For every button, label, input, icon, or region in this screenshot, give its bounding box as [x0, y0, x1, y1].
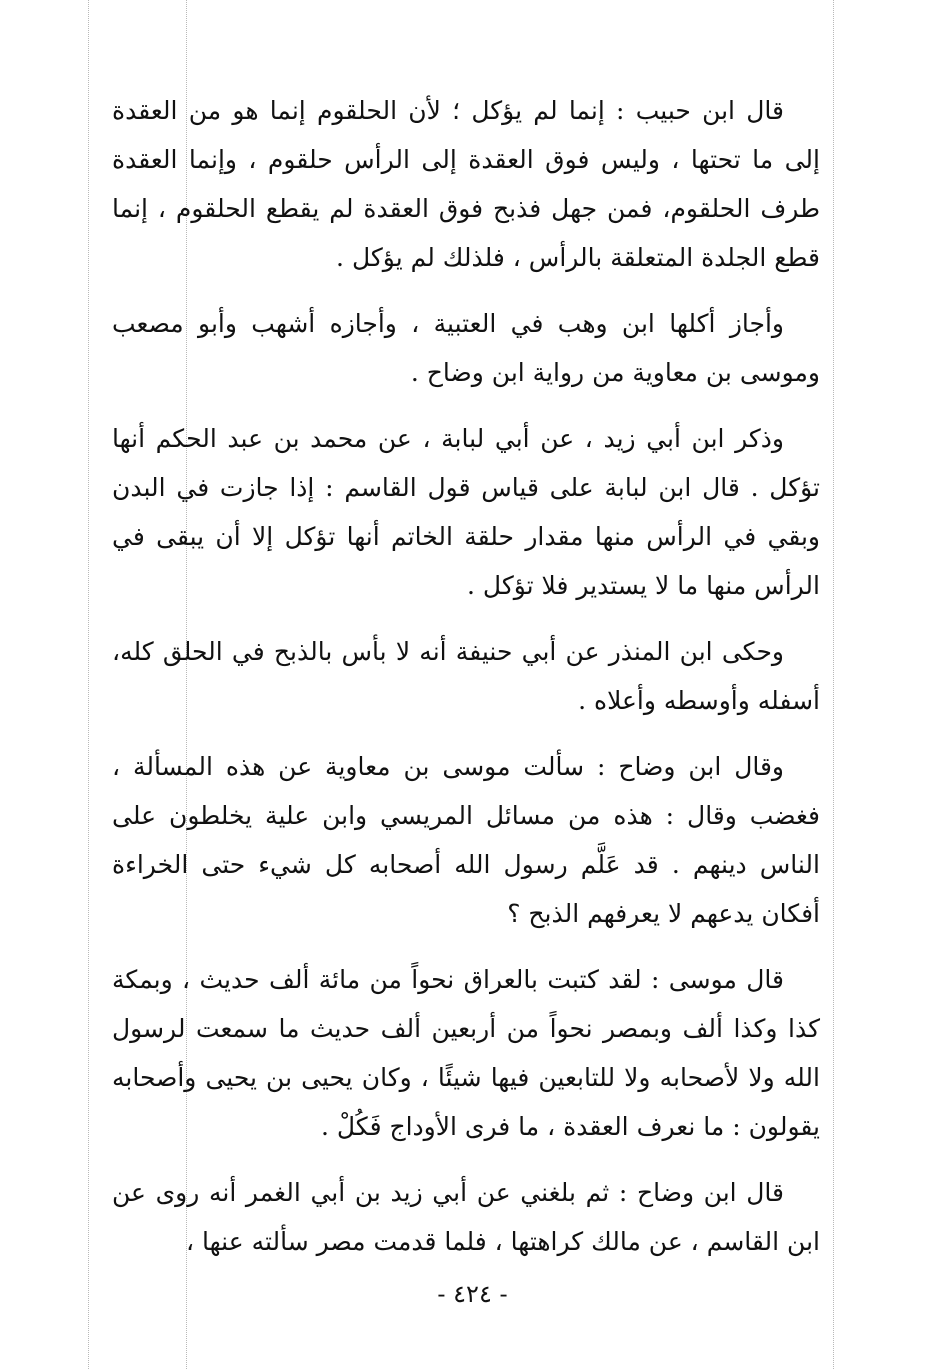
right-margin-guide	[833, 0, 834, 1369]
paragraph-6: قال موسى : لقد كتبت بالعراق نحواً من مائة ألف حديث ، وبمكة كذا وكذا ألف وبمصر نحواً من أربعين ألف حديث ما سمعت لرسول الله ولا لأصحابه ولا للتابعين فيها شيئًا ، وكان يحيى بن يحيى وأصحابه يقولون : ما نعرف العقدة ، ما فرى الأوداج فَكُلْ .	[112, 965, 820, 1141]
paragraph-3: وذكر ابن أبي زيد ، عن أبي لبابة ، عن محمد بن عبد الحكم أنها تؤكل . قال ابن لبابة على قياس قول القاسم : إذا جازت في البدن وبقي في الرأس منها مقدار حلقة الخاتم أنها تؤكل إلا أن يبقى في الرأس منها ما لا يستدير فلا تؤكل .	[112, 424, 820, 600]
paragraph-7: قال ابن وضاح : ثم بلغني عن أبي زيد بن أبي الغمر أنه روى عن ابن القاسم ، عن مالك كراهتها ، فلما قدمت مصر سألته عنها ،	[112, 1178, 820, 1256]
paragraph-5: وقال ابن وضاح : سألت موسى بن معاوية عن هذه المسألة ، فغضب وقال : هذه من مسائل المريسي وابن علية يخلطون على الناس دينهم . قد عَلَّم رسول الله أصحابه كل شيء حتى الخراءة أفكان يدعهم لا يعرفهم الذبح ؟	[112, 752, 820, 928]
paragraph-1: قال ابن حبيب : إنما لم يؤكل ؛ لأن الحلقوم إنما هو من العقدة إلى ما تحتها ، وليس فوق العقدة إلى الرأس حلقوم ، وإنما العقدة طرف الحلقوم، فمن جهل فذبح فوق العقدة لم يقطع الحلقوم ، إنما قطع الجلدة المتعلقة بالرأس ، فلذلك لم يؤكل .	[112, 96, 820, 272]
paragraph-4: وحكى ابن المنذر عن أبي حنيفة أنه لا بأس بالذبح في الحلق كله، أسفله وأوسطه وأعلاه .	[112, 637, 820, 715]
left-margin-guide	[88, 0, 89, 1369]
page-number: - ٤٢٤ -	[437, 1280, 508, 1308]
paragraph-2: وأجاز أكلها ابن وهب في العتبية ، وأجازه أشهب وأبو مصعب وموسى بن معاوية من رواية ابن وضاح .	[112, 309, 820, 387]
body-text	[112, 86, 820, 1283]
